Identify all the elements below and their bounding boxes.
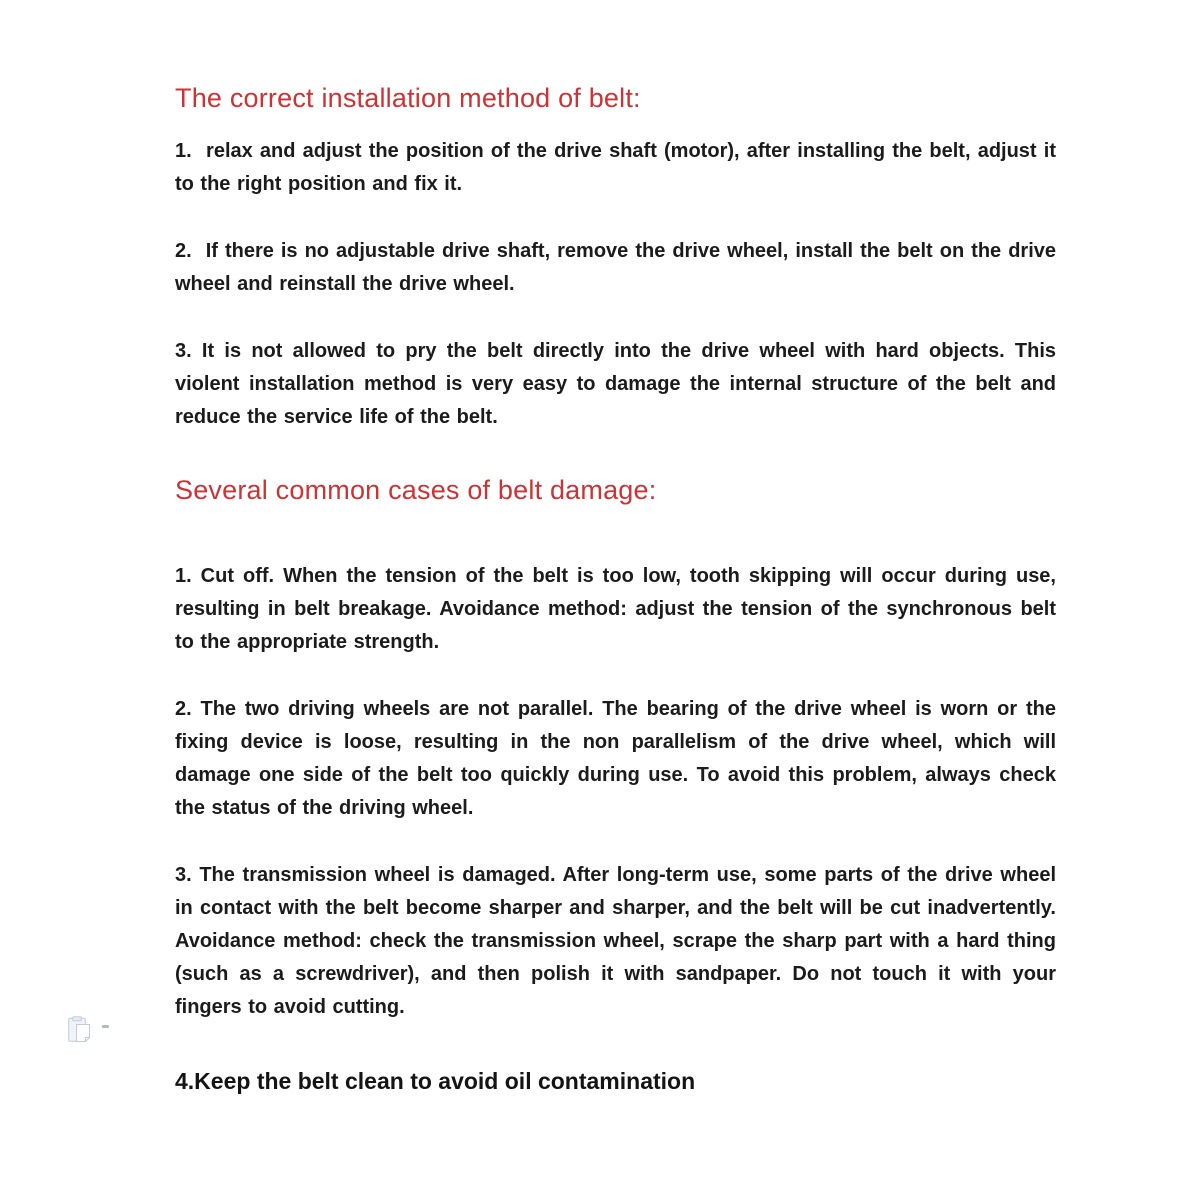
paragraph-install-3: 3. It is not allowed to pry the belt directly into the drive wheel with hard objects. This violent installation method is very easy to damage the internal structure of the belt and reduce the service life of the belt. bbox=[175, 340, 1056, 428]
margin-widget bbox=[68, 1016, 109, 1043]
dash-mark bbox=[102, 1025, 109, 1028]
paragraph-install-2: 2. If there is no adjustable drive shaft, remove the drive wheel, install the belt on the drive wheel and reinstall the drive wheel. bbox=[175, 240, 1056, 295]
paragraph-damage-3: 3. The transmission wheel is damaged. After long-term use, some parts of the drive wheel in contact with the belt become sharper and sharper, and the belt will be cut inadvertently. Avoidance method: check the transmission wheel, scrape the sharp part with a hard thing (such as a screwdriver), and then polish it with sandpaper. Do not touch it with your fingers to avoid cutting. bbox=[175, 864, 1056, 1018]
heading-belt-damage-cases: Several common cases of belt damage: bbox=[175, 475, 657, 505]
paragraph-damage-1: 1. Cut off. When the tension of the belt is too low, tooth skipping will occur during use, resulting in belt breakage. Avoidance method: adjust the tension of the synchronous belt to the appropriate strength. bbox=[175, 565, 1056, 653]
paragraph-damage-2: 2. The two driving wheels are not parallel. The bearing of the drive wheel is worn or the fixing device is loose, resulting in the non parallelism of the drive wheel, which will damage one side of the belt too quickly during use. To avoid this problem, always check the status of the driving wheel. bbox=[175, 698, 1056, 819]
footer-line-keep-belt-clean: 4.Keep the belt clean to avoid oil contamination bbox=[175, 1068, 696, 1094]
heading-installation-method: The correct installation method of belt: bbox=[175, 83, 641, 113]
paragraph-install-1: 1. relax and adjust the position of the drive shaft (motor), after installing the belt, adjust it to the right position and fix it. bbox=[175, 140, 1056, 195]
paste-options-clipboard-icon[interactable] bbox=[68, 1016, 91, 1043]
